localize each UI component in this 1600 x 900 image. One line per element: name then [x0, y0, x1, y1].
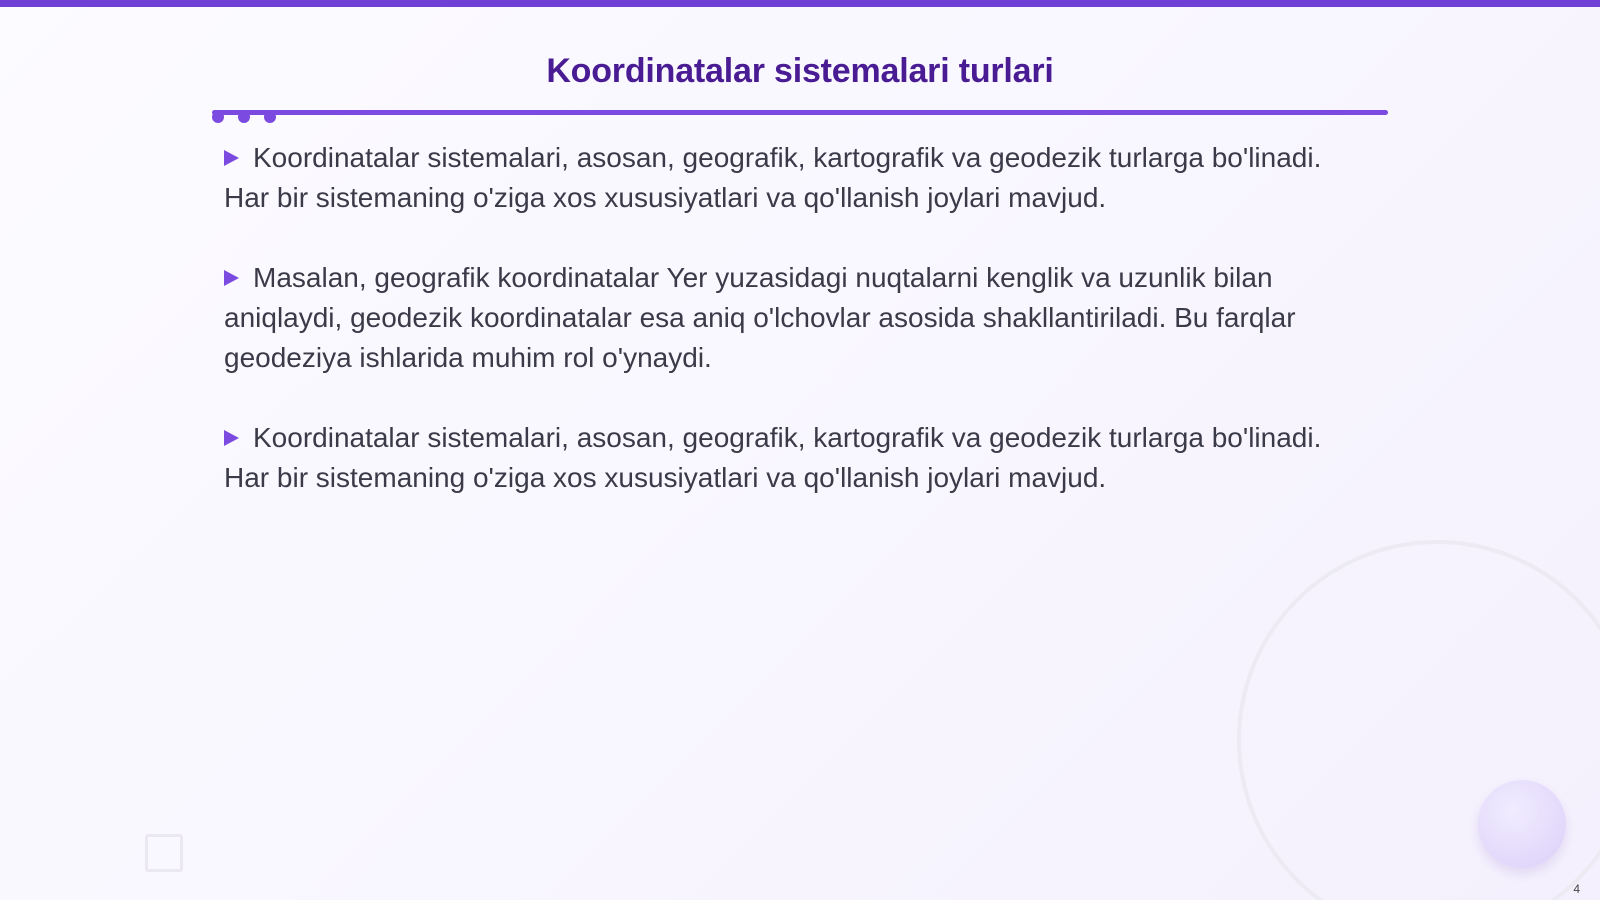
bullet-item — [224, 418, 1374, 498]
bullet-item — [224, 138, 1374, 218]
underline-dot — [264, 111, 276, 123]
triangle-right-icon — [224, 430, 239, 446]
underline-dot — [212, 111, 224, 123]
bullet-list — [224, 138, 1374, 538]
decorative-square — [145, 834, 183, 872]
bullet-text: Masalan, geografik koordinatalar Yer yuzasidagi nuqtalarni kenglik va uzunlik bilan aniqlaydi, geodezik koordinatalar esa aniq o'lchovlar asosida shakllantiriladi. Bu farqlar geodeziya ishlarida muhim rol o'ynaydi. — [224, 262, 1296, 373]
bullet-item — [224, 258, 1374, 378]
triangle-right-icon — [224, 270, 239, 286]
decorative-circle-filled — [1478, 780, 1566, 868]
page-number: 4 — [1573, 882, 1580, 896]
top-accent-bar — [0, 0, 1600, 7]
triangle-right-icon — [224, 150, 239, 166]
bullet-text: Koordinatalar sistemalari, asosan, geografik, kartografik va geodezik turlarga bo'linadi. Har bir sistemaning o'ziga xos xususiyatlari va qo'llanish joylari mavjud. — [224, 142, 1322, 213]
slide-title: Koordinatalar sistemalari turlari — [546, 52, 1054, 90]
bullet-text: Koordinatalar sistemalari, asosan, geografik, kartografik va geodezik turlarga bo'linadi. Har bir sistemaning o'ziga xos xususiyatlari va qo'llanish joylari mavjud. — [224, 422, 1322, 493]
title-underline — [212, 110, 1388, 115]
underline-dot — [238, 111, 250, 123]
